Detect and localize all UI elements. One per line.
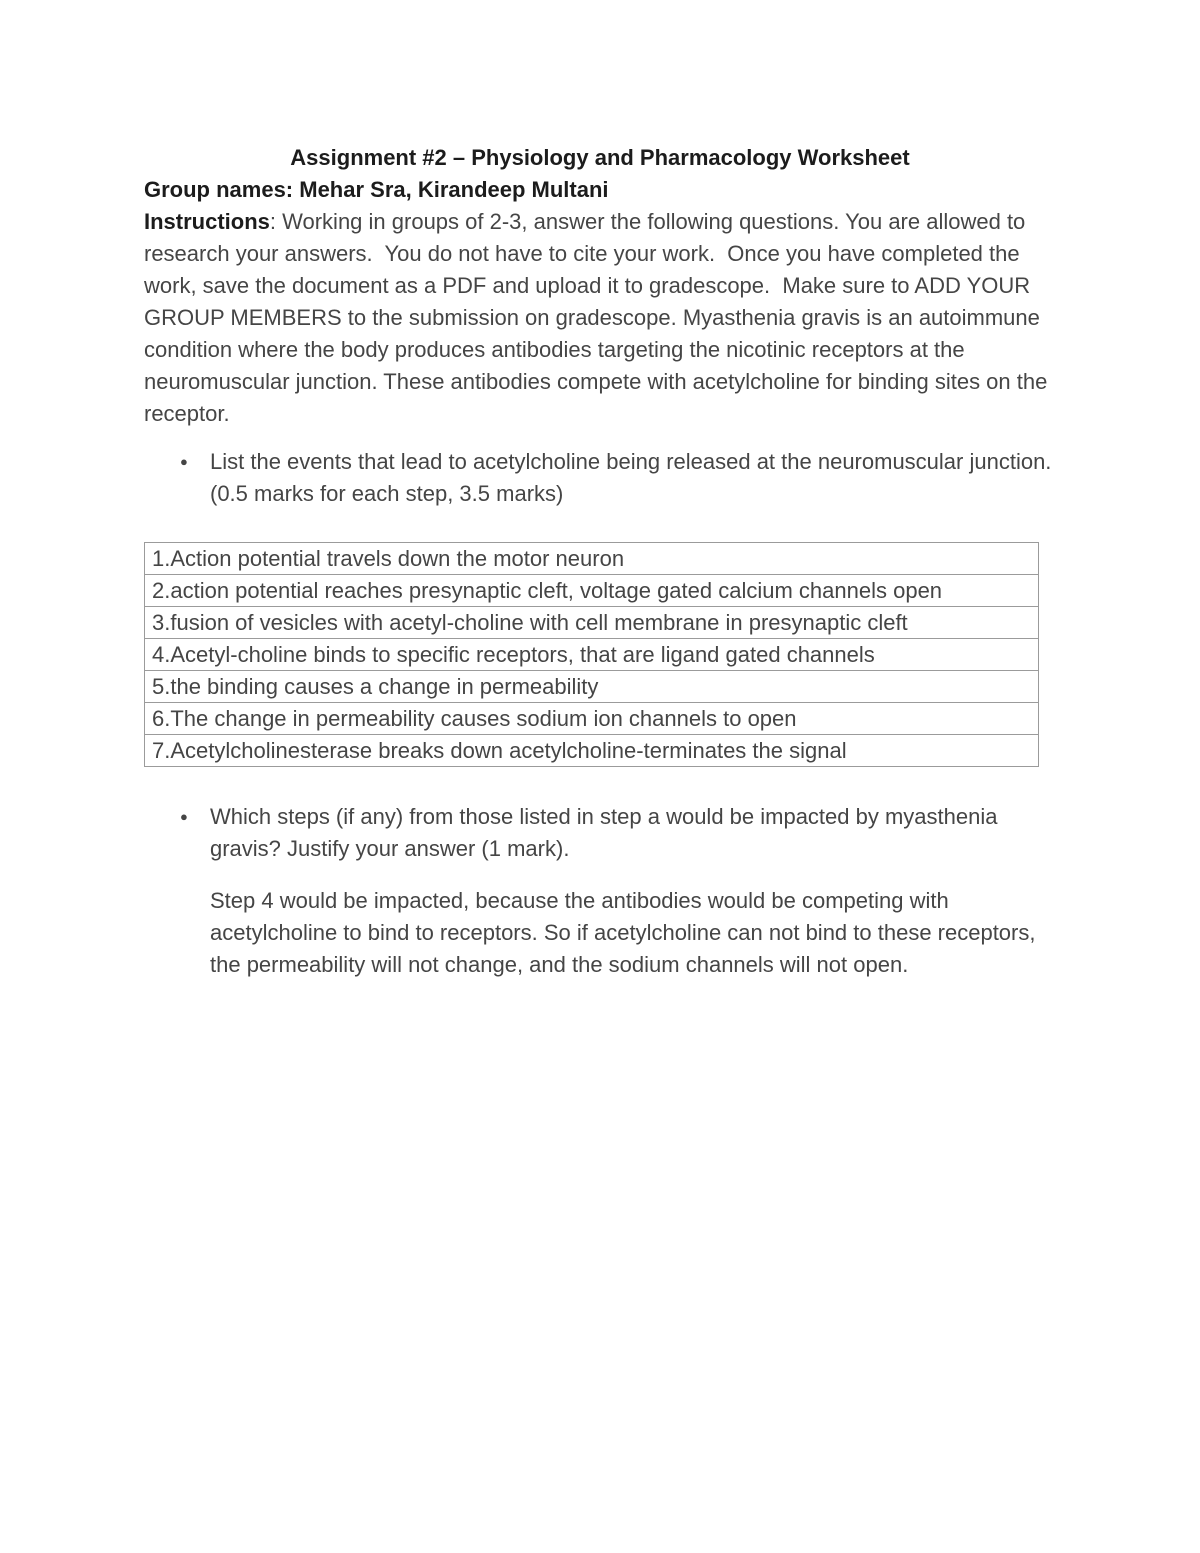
question-2-text: Which steps (if any) from those listed in step a would be impacted by myasthenia gravis? Justify your answer (1 mark). bbox=[210, 804, 998, 861]
bullet-icon: ● bbox=[180, 454, 188, 469]
document-title: Assignment #2 – Physiology and Pharmacology Worksheet bbox=[290, 145, 910, 170]
table-row-5: 5.the binding causes a change in permeability bbox=[144, 670, 1039, 703]
instructions-text: : Working in groups of 2-3, answer the following questions. You are allowed to research your answers. You do not have to cite your work. Once you have completed the work, save the document as a PDF and upload it to gradescope. Make sure to ADD YOUR GROUP MEMBERS to the submission on gradescope. Myasthenia gravis is an autoimmune condition where the body produces antibodies targeting the nicotinic receptors at the neuromuscular junction. These antibodies compete with acetylcholine for binding sites on the receptor. bbox=[144, 209, 1054, 426]
table-row-1: 1.Action potential travels down the motor neuron bbox=[144, 542, 1039, 575]
instructions-label: Instructions bbox=[144, 209, 270, 234]
table-row-7: 7.Acetylcholinesterase breaks down acetylcholine-terminates the signal bbox=[144, 734, 1039, 767]
group-names: Group names: Mehar Sra, Kirandeep Multani bbox=[144, 177, 609, 202]
table-row-6: 6.The change in permeability causes sodium ion channels to open bbox=[144, 702, 1039, 735]
question-1-item bbox=[144, 446, 1056, 510]
table-row-4: 4.Acetyl-choline binds to specific receptors, that are ligand gated channels bbox=[144, 638, 1039, 671]
answer-table bbox=[144, 542, 1039, 767]
question-2-item bbox=[144, 801, 1056, 865]
instructions-paragraph bbox=[144, 206, 1056, 430]
table-row-3: 3.fusion of vesicles with acetyl-choline with cell membrane in presynaptic cleft bbox=[144, 606, 1039, 639]
question-2-answer: Step 4 would be impacted, because the antibodies would be competing with acetylcholine to bind to receptors. So if acetylcholine can not bind to these receptors, the permeability will not change, and the sodium channels will not open. bbox=[210, 888, 1036, 977]
table-row-2: 2.action potential reaches presynaptic cleft, voltage gated calcium channels open bbox=[144, 574, 1039, 607]
bullet-icon: ● bbox=[180, 809, 188, 824]
question-1-text: List the events that lead to acetylcholine being released at the neuromuscular junction. (0.5 marks for each step, 3.5 marks) bbox=[210, 449, 1052, 506]
